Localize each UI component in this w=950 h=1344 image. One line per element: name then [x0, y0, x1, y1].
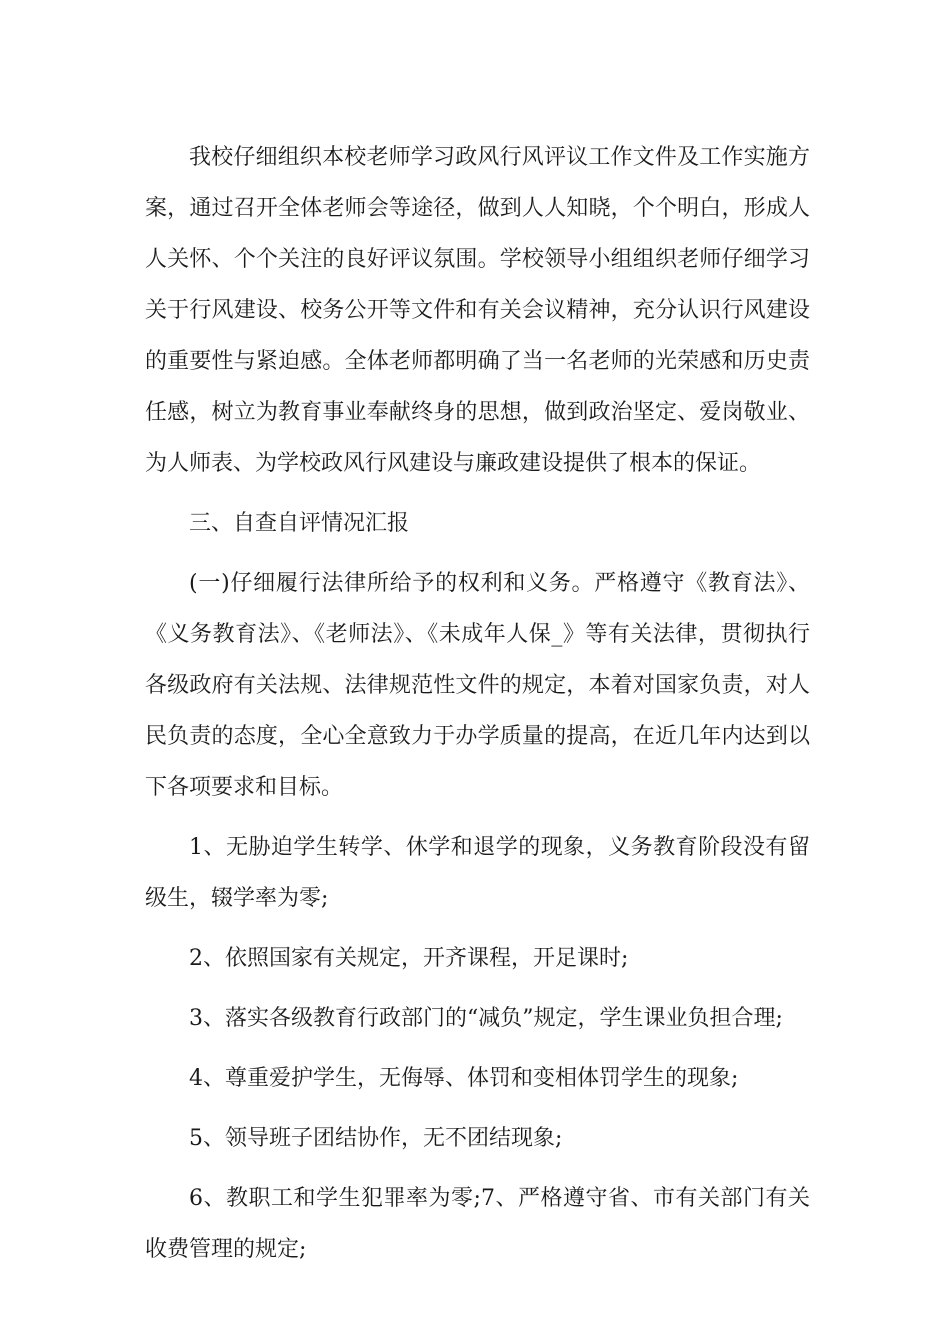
- document-body: [145, 132, 810, 1275]
- section-heading-self-inspection: 三、自查自评情况汇报: [189, 511, 410, 536]
- list-item-2: 2、依照国家有关规定，开齐课程，开足课时;: [189, 946, 629, 971]
- list-item-5: 5、领导班子团结协作，无不团结现象;: [189, 1126, 563, 1151]
- list-item-1: 1、无胁迫学生转学、休学和退学的现象，义务教育阶段没有留级生，辍学率为零;: [145, 835, 810, 911]
- list-item-3: 3、落实各级教育行政部门的“减负”规定，学生课业负担合理;: [189, 1006, 783, 1031]
- paragraph-legal-obligations: (一)仔细履行法律所给予的权利和义务。严格遵守《教育法》、《义务教育法》、《老师法》、《未成年人保_》等有关法律，贯彻执行各级政府有关法规、法律规范性文件的规定，本着对国家负责，对人民负责的态度，全心全意致力于办学质量的提高，在近几年内达到以下各项要求和目标。: [145, 571, 810, 800]
- list-item-6-7: 6、教职工和学生犯罪率为零;7、严格遵守省、市有关部门有关收费管理的规定;: [145, 1186, 810, 1262]
- paragraph-school-study: 我校仔细组织本校老师学习政风行风评议工作文件及工作实施方案，通过召开全体老师会等途径，做到人人知晓，个个明白，形成人人关怀、个个关注的良好评议氛围。学校领导小组组织老师仔细学习关于行风建设、校务公开等文件和有关会议精神，充分认识行风建设的重要性与紧迫感。全体老师都明确了当一名老师的光荣感和历史责任感，树立为教育事业奉献终身的思想，做到政治坚定、爱岗敬业、为人师表、为学校政风行风建设与廉政建设提供了根本的保证。: [145, 145, 810, 476]
- list-item-4: 4、尊重爱护学生，无侮辱、体罚和变相体罚学生的现象;: [189, 1066, 739, 1091]
